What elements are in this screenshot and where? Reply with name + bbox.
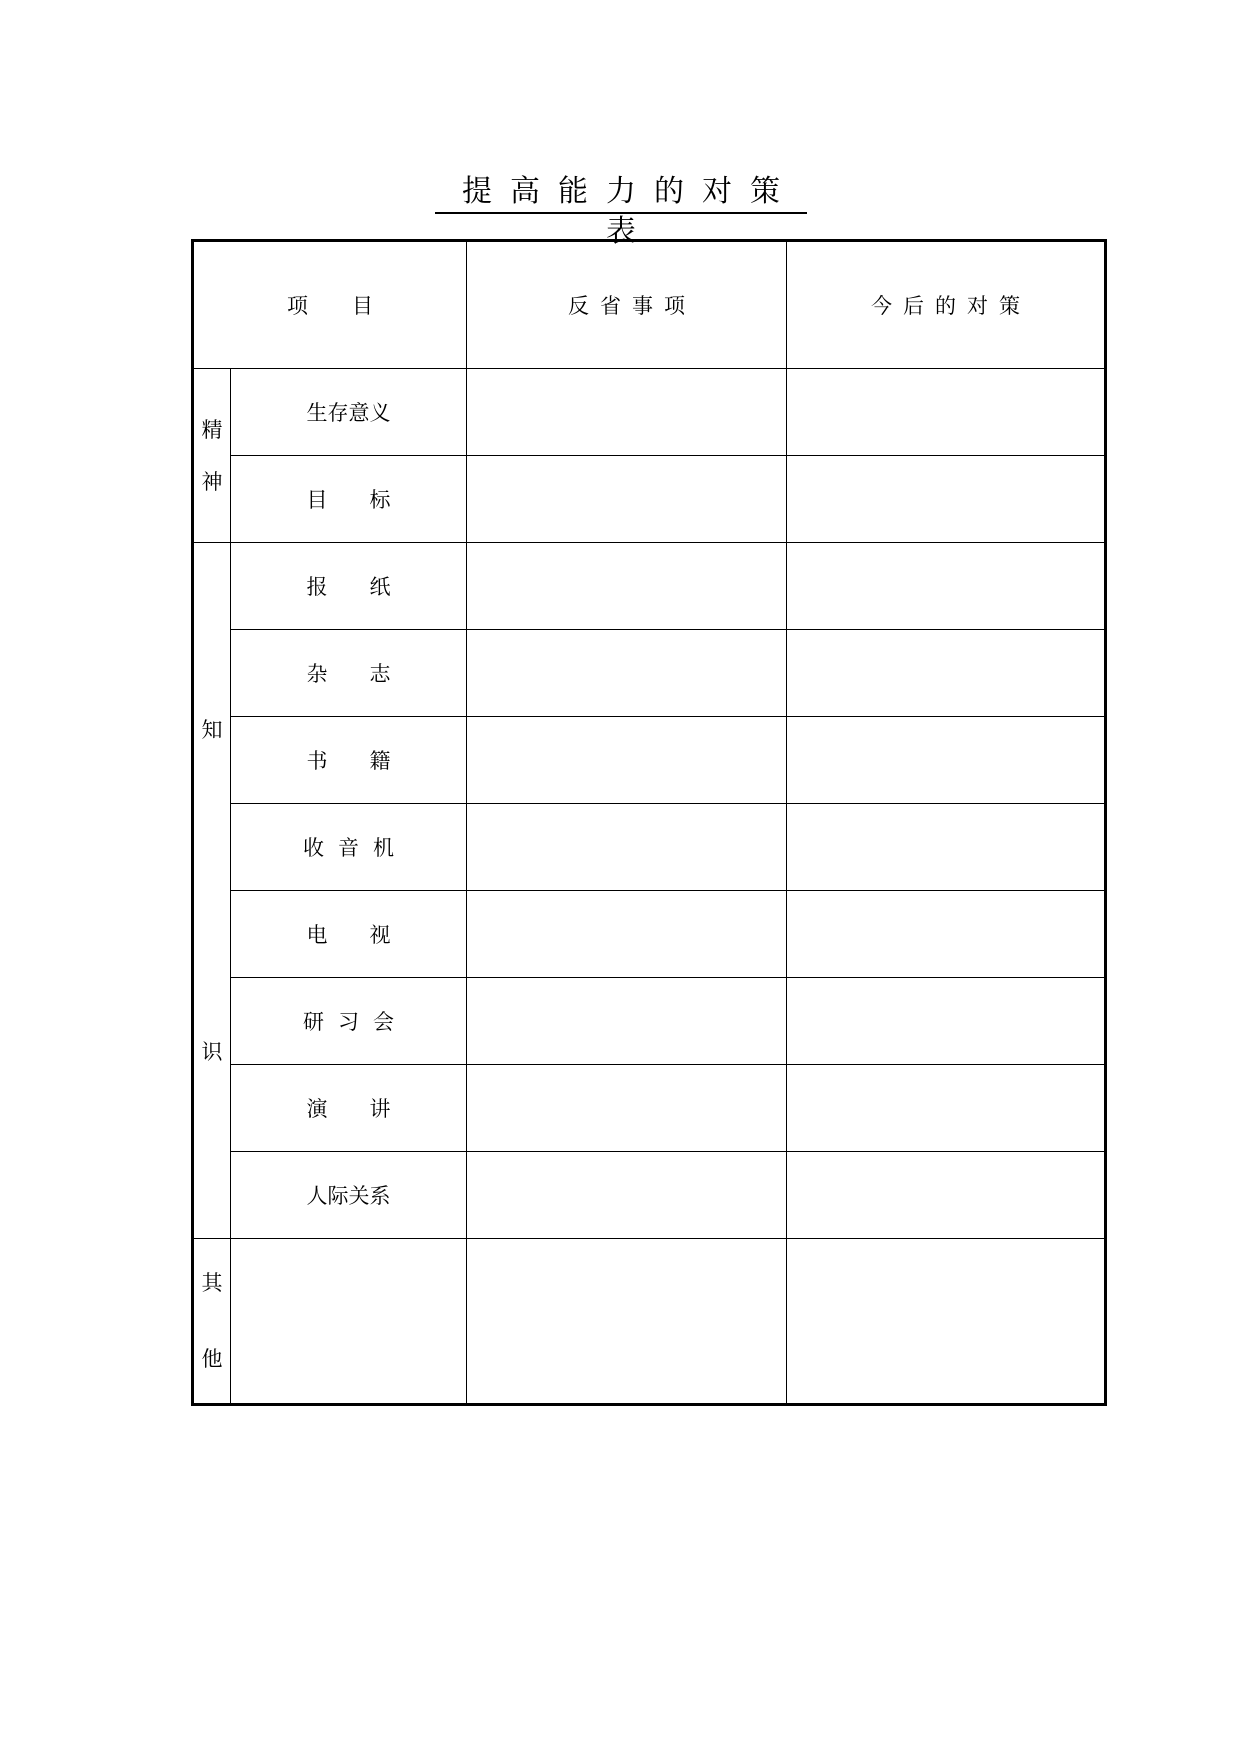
item-label: 报纸 [231, 543, 467, 630]
reflection-cell[interactable] [467, 1239, 787, 1405]
item-label: 杂志 [231, 630, 467, 717]
table-row [193, 978, 1106, 1065]
table-row [193, 630, 1106, 717]
table-row [193, 1065, 1106, 1152]
document-title: 提高能力的对策表 [435, 172, 807, 214]
item-label: 研习会 [231, 978, 467, 1065]
item-label: 目标 [231, 456, 467, 543]
reflection-cell[interactable] [467, 978, 787, 1065]
reflection-cell[interactable] [467, 717, 787, 804]
table-row [193, 543, 1106, 630]
table-row [193, 1239, 1106, 1405]
reflection-cell[interactable] [467, 804, 787, 891]
category-char: 神 [201, 469, 223, 494]
plan-cell[interactable] [787, 891, 1106, 978]
plan-cell[interactable] [787, 1065, 1106, 1152]
category-other [193, 1239, 231, 1405]
category-char: 知 [201, 717, 223, 742]
category-char: 其 [201, 1271, 223, 1295]
reflection-cell[interactable] [467, 630, 787, 717]
category-char: 他 [201, 1347, 223, 1371]
item-label: 书籍 [231, 717, 467, 804]
category-knowledge [193, 543, 231, 1239]
reflection-cell[interactable] [467, 1065, 787, 1152]
reflection-cell[interactable] [467, 543, 787, 630]
category-spirit [193, 369, 231, 543]
item-label: 收音机 [231, 804, 467, 891]
item-label-cell[interactable] [231, 1239, 467, 1405]
plan-cell[interactable] [787, 978, 1106, 1065]
plan-cell[interactable] [787, 804, 1106, 891]
header-plan: 今后的对策 [787, 241, 1106, 369]
plan-cell[interactable] [787, 717, 1106, 804]
table-row [193, 369, 1106, 456]
header-reflection: 反省事项 [467, 241, 787, 369]
countermeasure-table [191, 239, 1107, 1406]
table-row [193, 456, 1106, 543]
reflection-cell[interactable] [467, 1152, 787, 1239]
reflection-cell[interactable] [467, 456, 787, 543]
header-item: 项目 [193, 241, 467, 369]
table-row [193, 717, 1106, 804]
category-char: 精 [201, 417, 223, 442]
reflection-cell[interactable] [467, 891, 787, 978]
item-label: 电视 [231, 891, 467, 978]
table-row [193, 1152, 1106, 1239]
item-label: 演讲 [231, 1065, 467, 1152]
reflection-cell[interactable] [467, 369, 787, 456]
plan-cell[interactable] [787, 543, 1106, 630]
category-char: 识 [201, 1039, 223, 1064]
plan-cell[interactable] [787, 456, 1106, 543]
table-row [193, 804, 1106, 891]
item-label: 人际关系 [231, 1152, 467, 1239]
plan-cell[interactable] [787, 630, 1106, 717]
item-label: 生存意义 [231, 369, 467, 456]
header-row [193, 241, 1106, 369]
plan-cell[interactable] [787, 1152, 1106, 1239]
plan-cell[interactable] [787, 1239, 1106, 1405]
table-row [193, 891, 1106, 978]
plan-cell[interactable] [787, 369, 1106, 456]
